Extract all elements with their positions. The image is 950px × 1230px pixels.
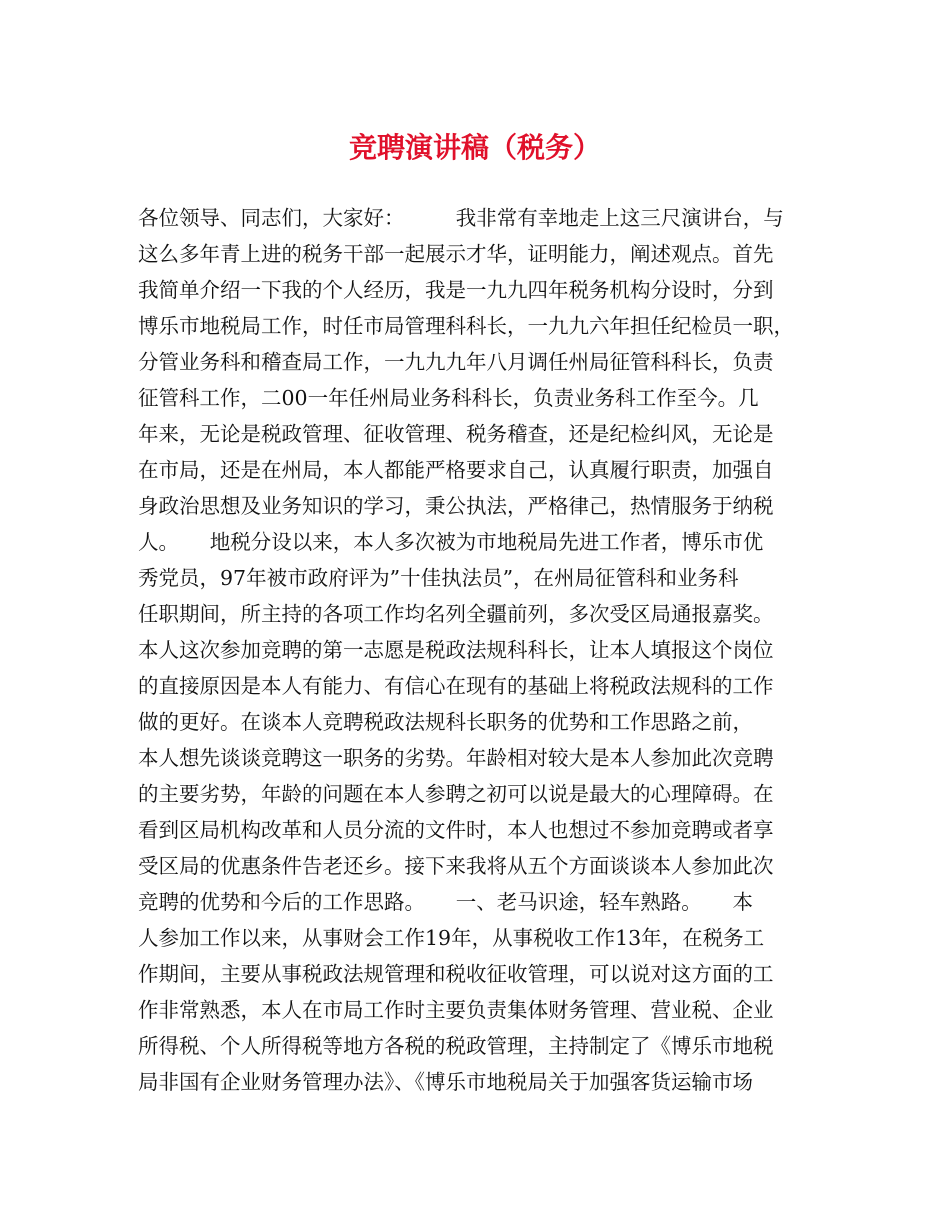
body-line-17: 的主要劣势，年龄的问题在本人参聘之初可以说是最大的心理障碍。在	[138, 782, 774, 806]
body-line-25: 局非国有企业财务管理办法》、《博乐市地税局关于加强客货运输市场	[138, 1070, 753, 1094]
body-line-10: 人。 地税分设以来，本人多次被为市地税局先进工作者，博乐市优	[138, 530, 764, 554]
body-line-19: 受区局的优惠条件告老还乡。接下来我将从五个方面谈谈本人参加此次	[138, 854, 774, 878]
body-line-21: 人参加工作以来，从事财会工作19年，从事税收工作13年，在税务工	[138, 926, 765, 950]
body-line-11: 秀党员，97年被市政府评为”十佳执法员”，在州局征管科和业务科	[138, 566, 739, 590]
document-title: 竞聘演讲稿（税务）	[348, 131, 601, 164]
body-line-13: 本人这次参加竞聘的第一志愿是税政法规科科长，让本人填报这个岗位	[138, 638, 774, 662]
body-line-2: 这么多年青上进的税务干部一起展示才华，证明能力，阐述观点。首先	[138, 242, 774, 266]
body-line-9: 身政治思想及业务知识的学习，秉公执法，严格律己，热情服务于纳税	[138, 494, 774, 518]
body-line-16: 本人想先谈谈竞聘这一职务的劣势。年龄相对较大是本人参加此次竞聘	[138, 746, 774, 770]
body-line-22: 作期间，主要从事税政法规管理和税收征收管理，可以说对这方面的工	[138, 962, 774, 986]
body-line-1: 各位领导、同志们，大家好： 我非常有幸地走上这三尺演讲台，与	[138, 206, 784, 230]
body-line-5: 分管业务科和稽查局工作，一九九九年八月调任州局征管科科长，负责	[138, 350, 774, 374]
body-line-18: 看到区局机构改革和人员分流的文件时，本人也想过不参加竞聘或者享	[138, 818, 774, 842]
body-line-4: 博乐市地税局工作，时任市局管理科科长，一九九六年担任纪检员一职，	[138, 314, 794, 338]
body-line-8: 在市局，还是在州局，本人都能严格要求自己，认真履行职责，加强自	[138, 458, 774, 482]
body-line-3: 我简单介绍一下我的个人经历，我是一九九四年税务机构分设时，分到	[138, 278, 774, 302]
body-line-14: 的直接原因是本人有能力、有信心在现有的基础上将税政法规科的工作	[138, 674, 774, 698]
body-line-7: 年来，无论是税政管理、征收管理、税务稽查，还是纪检纠风，无论是	[138, 422, 774, 446]
document-body	[138, 200, 818, 1100]
body-line-20: 竞聘的优势和今后的工作思路。 一、老马识途，轻车熟路。 本	[138, 890, 753, 914]
body-line-23: 作非常熟悉，本人在市局工作时主要负责集体财务管理、营业税、企业	[138, 998, 774, 1022]
body-line-15: 做的更好。在谈本人竞聘税政法规科长职务的优势和工作思路之前，	[138, 710, 753, 734]
body-line-24: 所得税、个人所得税等地方各税的税政管理，主持制定了《博乐市地税	[138, 1034, 774, 1058]
body-line-6: 征管科工作，二00一年任州局业务科科长，负责业务科工作至今。几	[138, 386, 759, 410]
body-line-12: 任职期间，所主持的各项工作均名列全疆前列，多次受区局通报嘉奖。	[138, 602, 774, 626]
